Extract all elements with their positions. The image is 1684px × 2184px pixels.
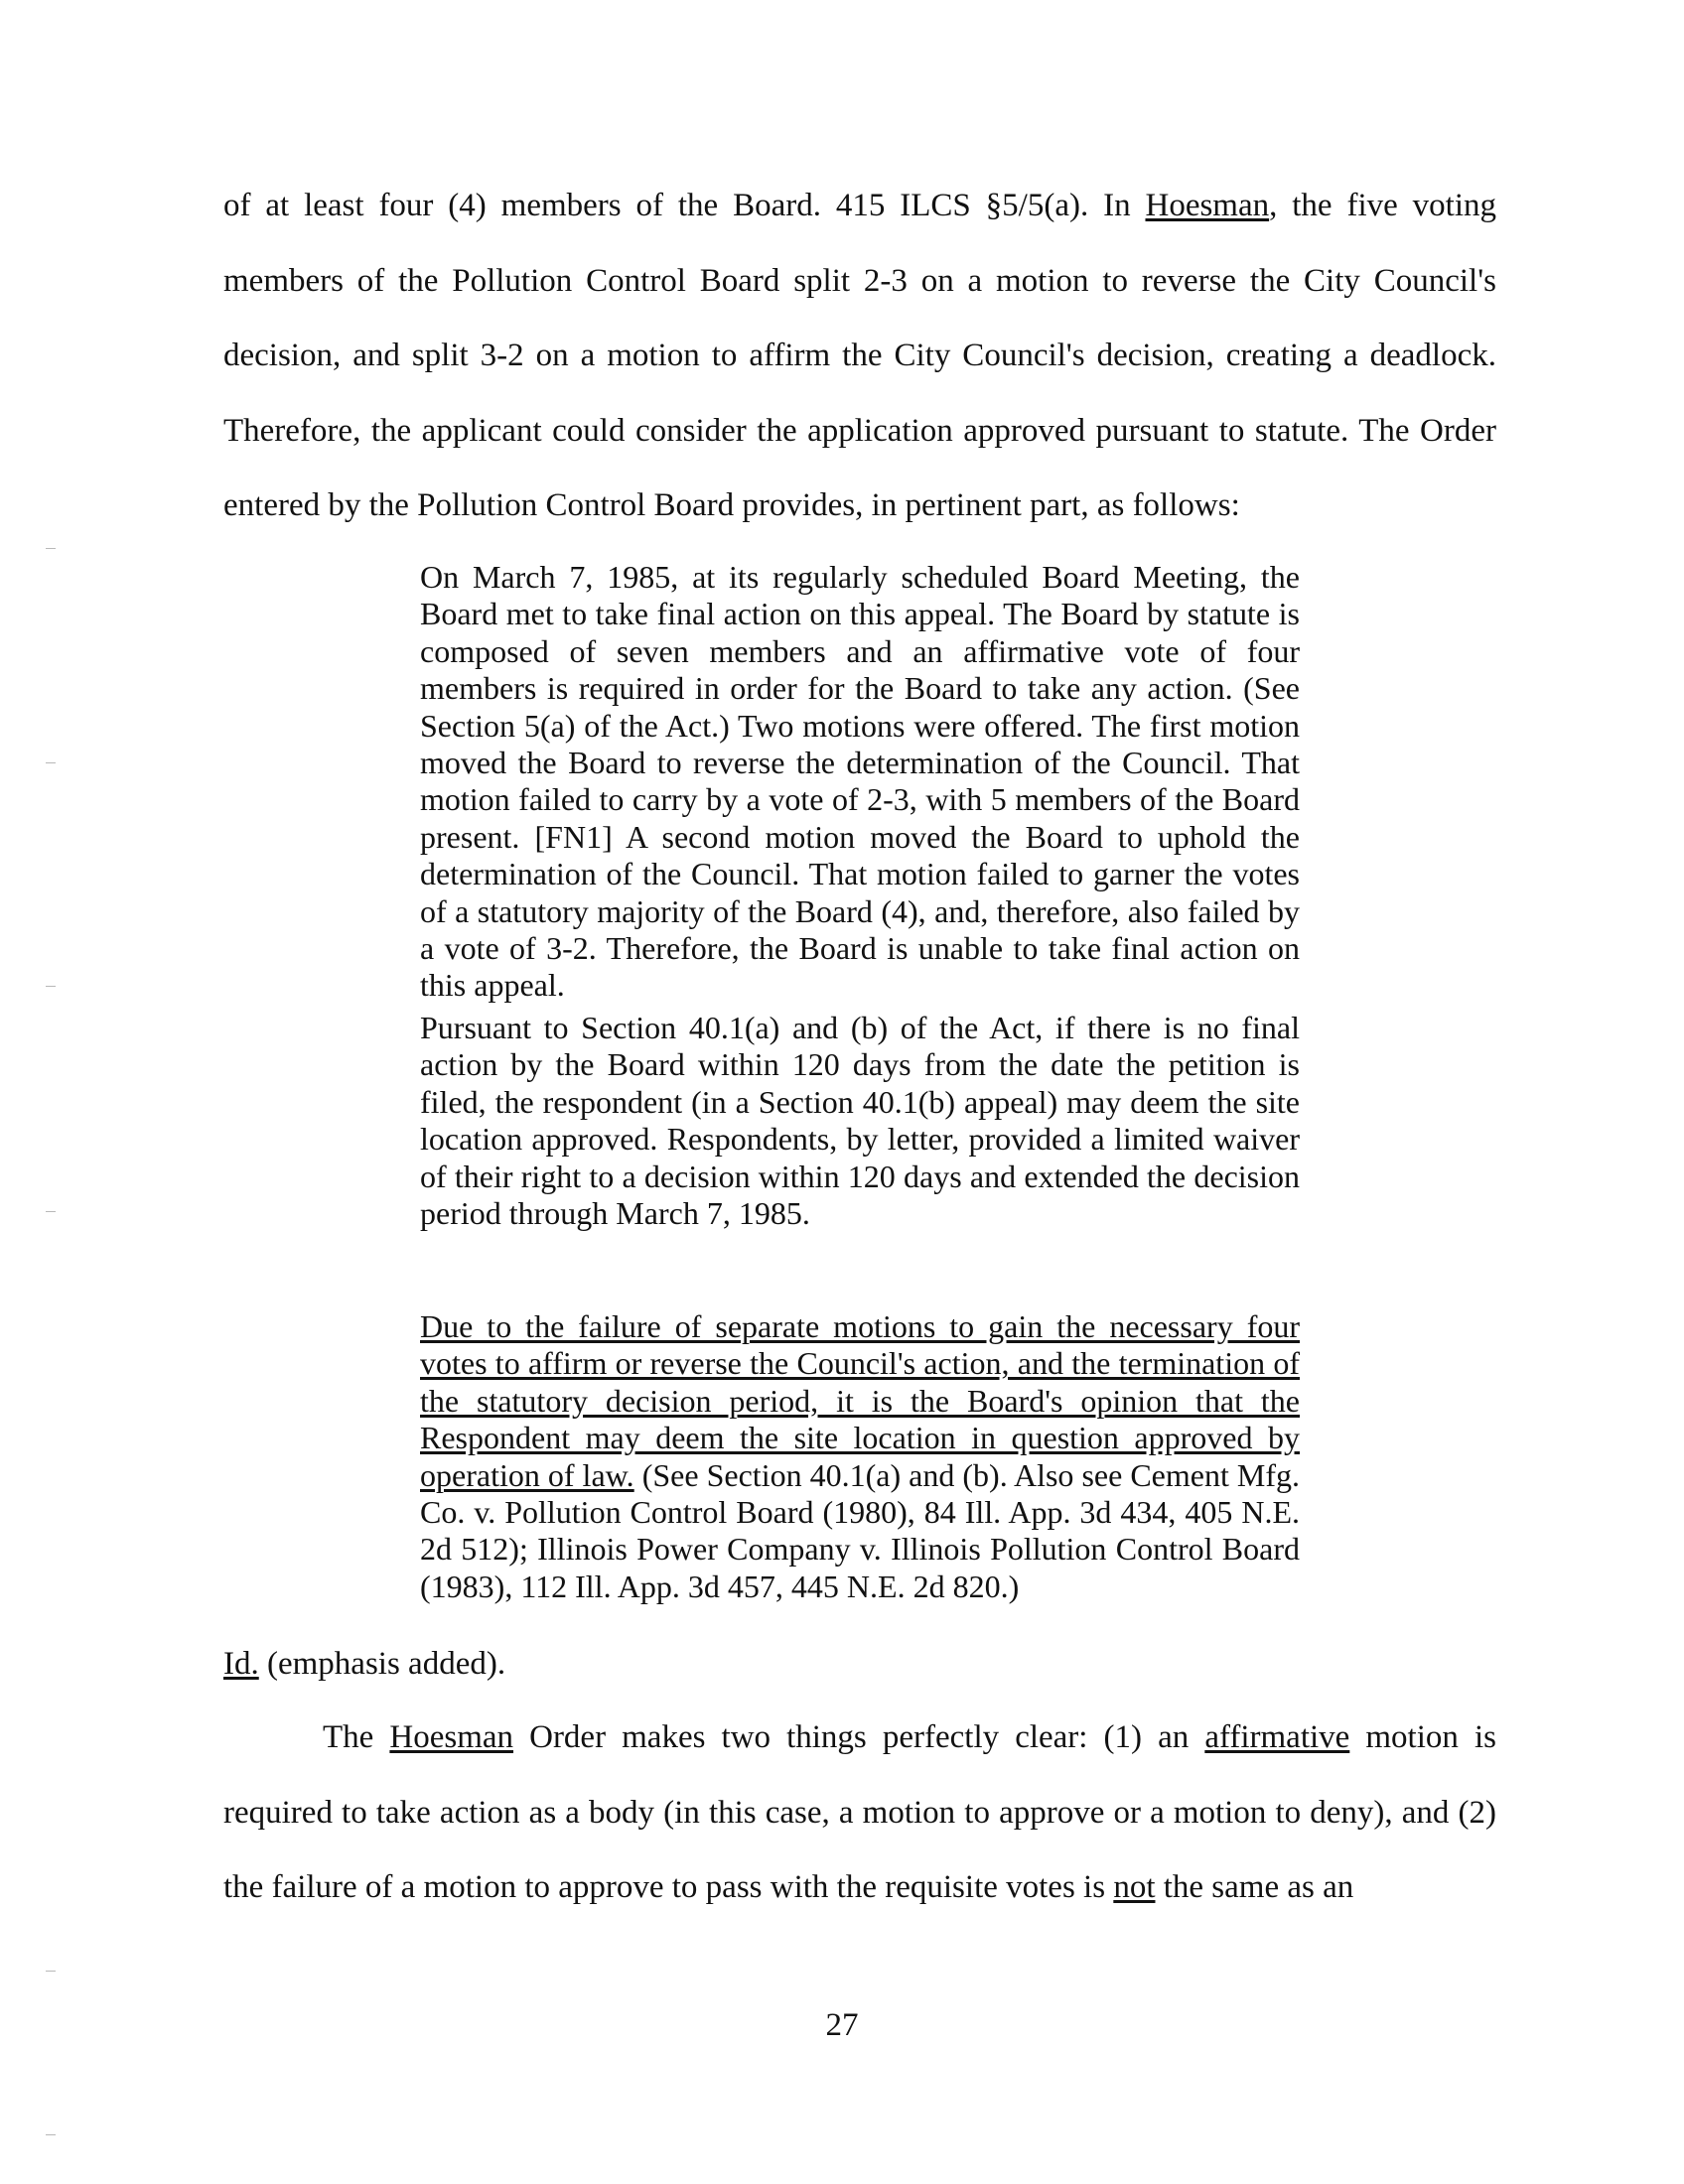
page-number: 27: [825, 2007, 859, 2043]
emphasized-text: Due to the failure of separate motions to gain the necessary four votes to affirm or reverse the Council's action, and the termination of the statutory decision period, it is the Board's opinion that the Respondent may deem the site location in question approved by operation of law.: [420, 1308, 1300, 1493]
emphasized-word: affirmative: [1204, 1719, 1350, 1755]
scan-mark: [46, 1211, 56, 1212]
text: , the five voting members of the Pollution Control Board split 2-3 on a motion to reverse the City Council's decision, and split 3-2 on a motion to affirm the City Council's decision, creating a deadlock. Therefore, the applicant could consider the application approved pursuant to statute. The Order entered by the Pollution Control Board provides, in pertinent part, as follows:: [223, 188, 1496, 523]
body-paragraph-2: [223, 1701, 1496, 1926]
block-quote-paragraph-1: On March 7, 1985, at its regularly scheduled Board Meeting, the Board met to take final action on this appeal. The Board by statute is composed of seven members and an affirmative vote of four members is required in order for the Board to take any action. (See Section 5(a) of the Act.) Two motions were offered. The first motion moved the Board to reverse the determination of the Council. That motion failed to carry by a vote of 2-3, with 5 members of the Board present. [FN1] A second motion moved the Board to uphold the determination of the Council. That motion failed to garner the votes of a statutory majority of the Board (4), and, therefore, also failed by a vote of 3-2. Therefore, the Board is unable to take final action on this appeal.: [420, 559, 1300, 1004]
text: Order makes two things perfectly clear: (1) an: [513, 1719, 1205, 1755]
block-quote-paragraph-3: [420, 1308, 1300, 1605]
case-name-hoesman: Hoesman: [1145, 188, 1270, 223]
block-quote-paragraph-2: Pursuant to Section 40.1(a) and (b) of the Act, if there is no final action by the Board within 120 days from the date the petition is filed, the respondent (in a Section 40.1(b) appeal) may deem the site location approved. Respondents, by letter, provided a limited waiver of their right to a decision within 120 days and extended the decision period through March 7, 1985.: [420, 1010, 1300, 1232]
text: (emphasis added).: [258, 1646, 506, 1682]
text: (See Section 40.1(a) and (b). Also see Cement Mfg. Co. v. Pollution Control Board (1980), 84 Ill. App. 3d 434, 405 N.E. 2d 512); Illinois Power Company v. Illinois Pollution Control Board (1983), 112 Ill. App. 3d 457, 445 N.E. 2d 820.): [420, 1456, 1301, 1604]
text: motion is required to take action as a body (in this case, a motion to approve or a motion to deny), and (2) the failure of a motion to approve to pass with the requisite votes is: [223, 1719, 1496, 1905]
text: of at least four (4) members of the Board. 415 ILCS §5/5(a). In: [223, 188, 1146, 223]
text: The: [323, 1719, 390, 1755]
case-name-hoesman: Hoesman: [389, 1719, 514, 1755]
body-paragraph-1: [223, 169, 1496, 544]
scan-mark: [46, 762, 56, 763]
scan-mark: [46, 2134, 56, 2135]
citation: [223, 1644, 505, 1684]
scan-mark: [46, 986, 56, 987]
emphasized-word: not: [1113, 1869, 1156, 1905]
scan-mark: [46, 548, 56, 549]
citation-id: Id.: [223, 1646, 259, 1682]
scan-mark: [46, 1971, 56, 1972]
text: the same as an: [1155, 1869, 1354, 1905]
